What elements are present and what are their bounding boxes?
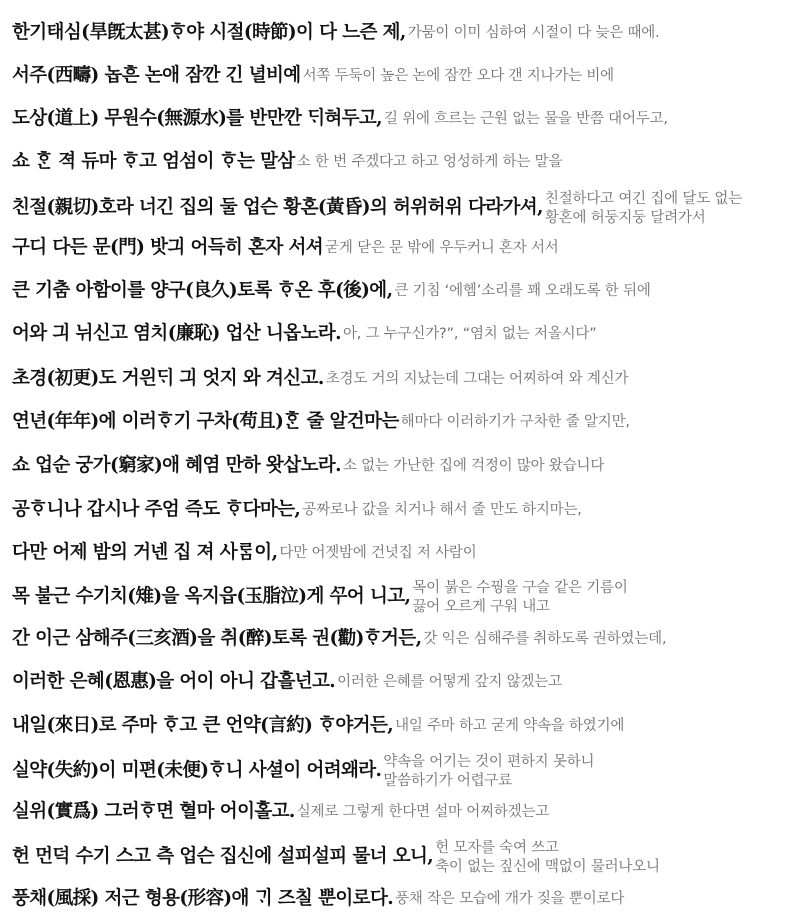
modern-gloss: 공짜로나 값을 치거나 해서 줄 만도 하지마는, — [302, 501, 582, 518]
original-text: 쇼 ᄒᆞᆫ 젹 듀마 ᄒᆞ고 엄섬이 ᄒᆞ는 말삼 — [12, 151, 295, 172]
original-text: 공ᄒᆞ니나 갑시나 주엄 즉도 ᄒᆞ다마는, — [12, 499, 301, 520]
verse-line-10 — [12, 403, 789, 437]
verse-line-19 — [12, 793, 789, 827]
original-text: 내일(來日)로 주마 ᄒᆞ고 큰 언약(言約) ᄒᆞ야거든, — [12, 715, 394, 736]
original-text: 연년(年年)에 이러ᄒᆞ기 구차(苟且)ᄒᆞᆫ 줄 알건마는 — [12, 411, 399, 432]
modern-gloss: 풍채 작은 모습에 개가 짖을 뿐이로다 — [395, 890, 625, 907]
modern-gloss: 큰 기침 ‘에헴’소리를 꽤 오래도록 한 뒤에 — [394, 282, 651, 299]
verse-line-8 — [12, 315, 789, 349]
verse-line-21 — [12, 880, 789, 914]
verse-line-9 — [12, 360, 789, 394]
modern-gloss: 길 위에 흐르는 근원 없는 물을 반쯤 대어두고, — [384, 110, 668, 127]
original-text: 친절(親切)호라 너긴 집의 둘 업슨 황혼(黃昏)의 허위허위 다라가셔, — [12, 197, 543, 218]
verse-line-16 — [12, 663, 789, 697]
gloss-line-2: 말씀하기가 어렵구료 — [383, 773, 513, 789]
modern-gloss: 소 없는 가난한 집에 걱정이 많아 왔습니다 — [342, 457, 605, 474]
original-text: 구디 다든 문(門) 밧긔 어득히 혼자 서셔 — [12, 237, 324, 258]
original-text: 한기태심(旱旣太甚)ᄒᆞ야 시절(時節)이 다 느즌 제, — [12, 22, 406, 43]
original-text: 도상(道上) 무원수(無源水)를 반만깐 ᄃᆡ혀두고, — [12, 108, 383, 129]
verse-line-18 — [12, 747, 789, 791]
original-text: 어와 긔 뉘신고 염치(廉恥) 업산 니옵노라. — [12, 323, 341, 344]
verse-line-5 — [12, 184, 789, 228]
verse-line-7 — [12, 272, 789, 306]
original-text: 헌 먼덕 수기 스고 측 업슨 집신에 설피설피 물너 오니, — [12, 846, 434, 867]
modern-gloss: 다만 어젯밤에 건넛집 저 사람이 — [279, 544, 477, 561]
modern-gloss: 가뭄이 이미 심하여 시절이 다 늦은 때에. — [407, 24, 660, 41]
modern-gloss: 실제로 그렇게 한다면 설마 어찌하겠는고 — [296, 803, 550, 820]
gloss-line-2: 끓어 오르게 구워 내고 — [412, 599, 550, 615]
verse-line-13 — [12, 534, 789, 568]
modern-gloss: 해마다 이러하기가 구차한 줄 알지만, — [400, 413, 630, 430]
modern-gloss: 아, 그 누구신가?”, “염치 없는 저올시다” — [342, 325, 597, 342]
modern-gloss: 굳게 닫은 문 밖에 우두커니 혼자 서서 — [325, 239, 559, 256]
gloss-line-2: 축이 없는 짚신에 맥없이 물러나오니 — [435, 859, 660, 875]
verse-line-3 — [12, 100, 789, 134]
verse-line-6 — [12, 229, 789, 263]
verse-line-12 — [12, 491, 789, 525]
original-text: 이러한 은혜(恩惠)을 어이 아니 갑흘넌고. — [12, 671, 336, 692]
verse-line-11 — [12, 447, 789, 481]
gloss-line-1: 목이 붉은 수꿩을 구슬 같은 기름이 — [412, 580, 628, 596]
gloss-line-2: 황혼에 허둥지둥 달려가서 — [544, 210, 706, 226]
verse-line-4 — [12, 143, 789, 177]
gloss-line-1: 친절하다고 여긴 집에 달도 없는 — [544, 191, 743, 207]
original-text: 큰 기춤 아함이를 양구(良久)토록 ᄒᆞ온 후(後)에, — [12, 280, 393, 301]
original-text: 다만 어제 밤의 거넨 집 져 사ᄅᆞᆷ이, — [12, 542, 278, 563]
original-text: 실약(失約)이 미편(未便)ᄒᆞ니 사셜이 어려왜라. — [12, 760, 382, 781]
gloss-line-1: 약속을 어기는 것이 편하지 못하니 — [383, 754, 595, 770]
verse-line-14 — [12, 573, 789, 617]
modern-gloss — [383, 753, 594, 791]
modern-gloss — [412, 579, 627, 617]
original-text: 간 이근 삼해주(三亥酒)을 취(醉)토록 권(勸)ᄒᆞ거든, — [12, 628, 422, 649]
modern-gloss: 이러한 은혜를 어떻게 갚지 않겠는고 — [337, 673, 562, 690]
gloss-line-1: 헌 모자를 숙여 쓰고 — [435, 840, 559, 856]
modern-gloss: 서쪽 두둑이 높은 논에 잠깐 오다 갠 지나가는 비에 — [302, 67, 614, 84]
original-text: 서주(西疇) 놉흔 논애 잠깐 긴 녈비예 — [12, 65, 301, 86]
modern-gloss — [545, 190, 742, 228]
verse-line-1 — [12, 14, 789, 48]
original-text: 목 불근 수기치(雉)을 옥지읍(玉脂泣)게 ᄭᅮ어 니고, — [12, 586, 411, 607]
modern-gloss: 소 한 번 주겠다고 하고 엉성하게 하는 말을 — [296, 153, 563, 170]
modern-gloss: 내일 주마 하고 굳게 약속을 하였기에 — [395, 717, 625, 734]
verse-line-20 — [12, 833, 789, 877]
original-text: 풍채(風採) 저근 형용(形容)애 ᄀᆡ 즈칠 뿐이로다. — [12, 888, 394, 909]
modern-gloss: 초경도 거의 지났는데 그대는 어찌하여 와 계신가 — [325, 370, 629, 387]
verse-line-2 — [12, 57, 789, 91]
verse-line-15 — [12, 620, 789, 654]
original-text: 쇼 업순 궁가(窮家)애 혜염 만하 왓삽노라. — [12, 455, 341, 476]
modern-gloss — [435, 839, 660, 877]
original-text: 초경(初更)도 거읜ᄃᆡ 긔 엇지 와 겨신고. — [12, 368, 324, 389]
modern-gloss: 갓 익은 심해주를 취하도록 권하였는데, — [423, 630, 667, 647]
original-text: 실위(實爲) 그러ᄒᆞ면 혈마 어이홀고. — [12, 801, 295, 822]
verse-line-17 — [12, 707, 789, 741]
